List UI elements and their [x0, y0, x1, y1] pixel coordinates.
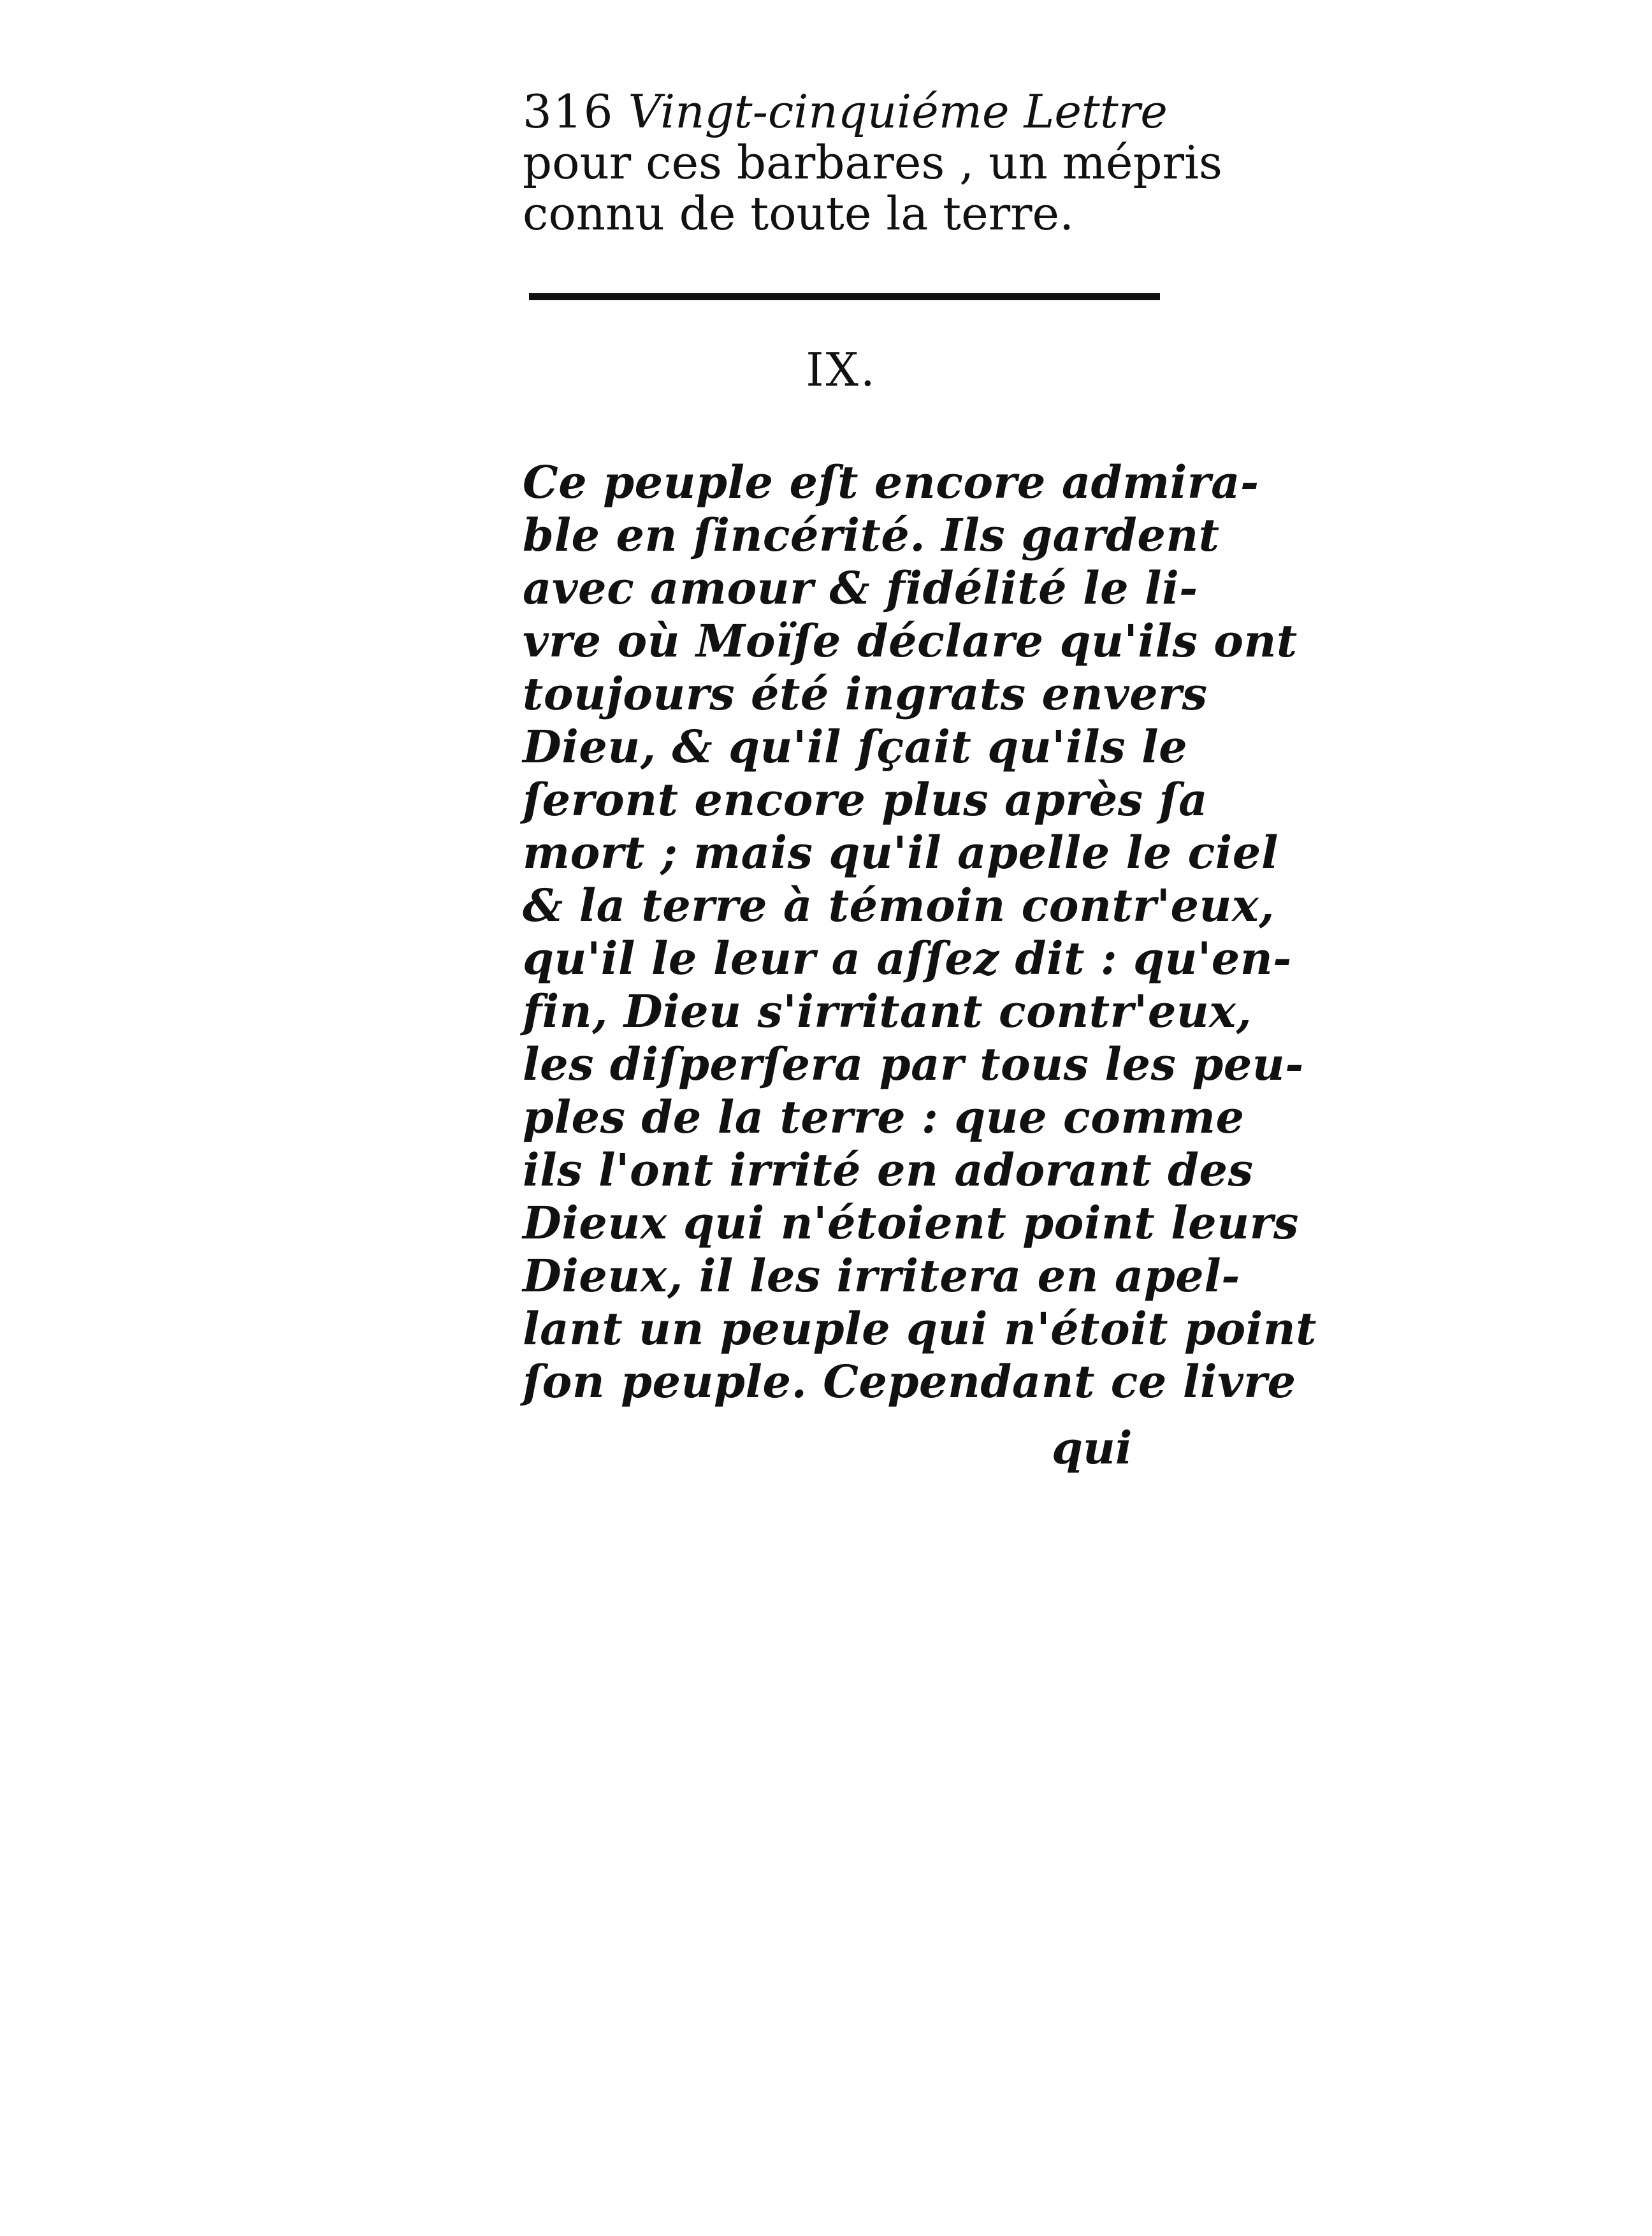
text-line: avec amour & fidélité le li-	[523, 562, 1198, 614]
text-line: & la terre à témoin contr'eux,	[523, 879, 1275, 932]
text-line: ſeront encore plus après ſa	[523, 773, 1208, 826]
text-line: Dieux qui n'étoient point leurs	[523, 1196, 1299, 1249]
text-line: toujours été ingrats envers	[523, 667, 1208, 720]
text-line: ble en ſincérité. Ils gardent	[523, 509, 1220, 562]
text-line: connu de toute la terre.	[523, 187, 1075, 240]
page-text-block	[523, 85, 1222, 240]
text-line: ſon peuple. Cependant ce livre	[523, 1355, 1296, 1408]
section-number: IX.	[806, 343, 877, 396]
section-divider-rule	[529, 293, 1160, 300]
text-line: Dieux, il les irritera en apel-	[523, 1249, 1240, 1302]
text-line: qu'il le leur a aſſez dit : qu'en-	[523, 932, 1292, 985]
body-paragraph	[523, 456, 1317, 1408]
text-line: mort ; mais qu'il apelle le ciel	[523, 826, 1279, 879]
running-title: Vingt-cinquiéme Lettre	[628, 85, 1168, 138]
text-line: fin, Dieu s'irritant contr'eux,	[523, 985, 1252, 1038]
text-line: vre où Moïſe déclare qu'ils ont	[523, 614, 1298, 667]
text-line: les diſperſera par tous les peu-	[523, 1038, 1304, 1091]
text-line: pour ces barbares , un mépris	[523, 136, 1222, 189]
text-line: Dieu, & qu'il ſçait qu'ils le	[523, 720, 1188, 773]
text-line: ples de la terre : que comme	[523, 1091, 1245, 1143]
running-header	[523, 85, 1168, 138]
page-number: 316	[523, 85, 614, 138]
text-line: lant un peuple qui n'étoit point	[523, 1302, 1317, 1355]
text-line: ils l'ont irrité en adorant des	[523, 1143, 1254, 1196]
text-line: Ce peuple eſt encore admira-	[523, 456, 1259, 509]
catchword: qui	[1052, 1421, 1133, 1474]
